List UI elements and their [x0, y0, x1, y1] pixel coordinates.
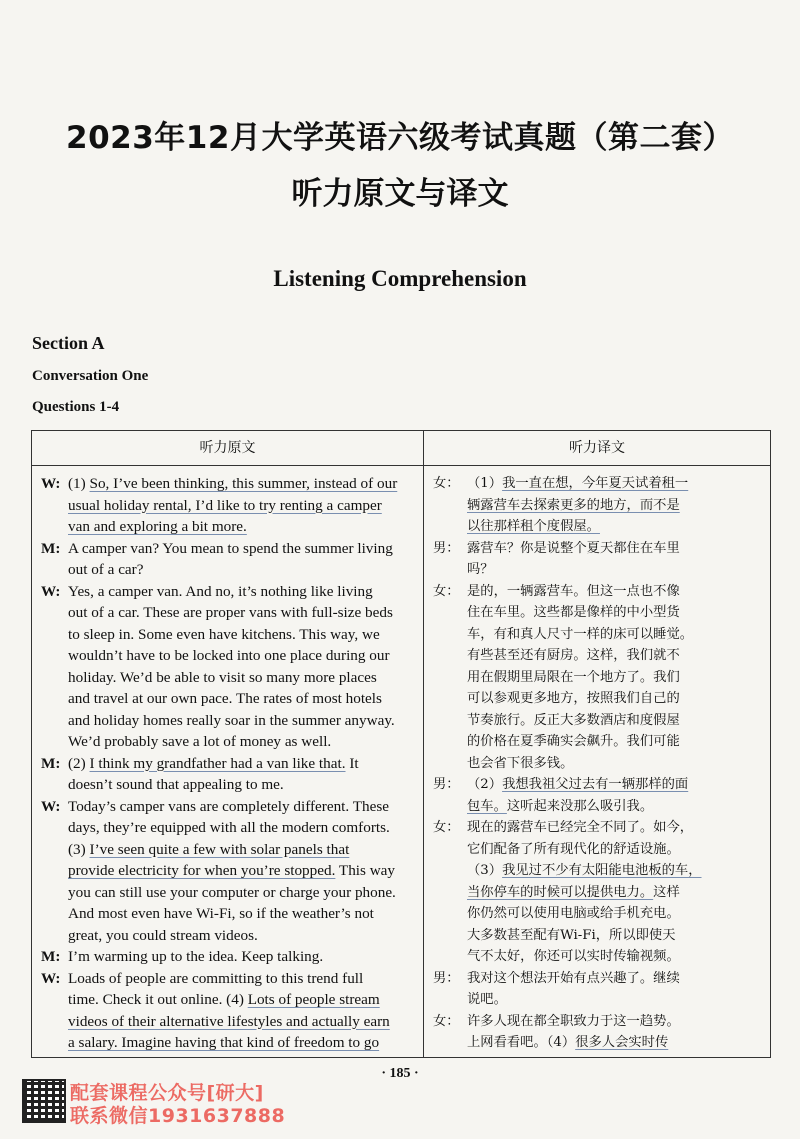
chinese-translation — [424, 473, 770, 1054]
chinese-line — [467, 946, 766, 968]
chinese-line — [467, 581, 766, 603]
english-line — [68, 839, 418, 861]
chinese-line — [467, 516, 766, 538]
english-line — [68, 710, 418, 732]
text-segment: （1） — [467, 476, 503, 491]
section-heading: Listening Comprehension — [273, 266, 527, 291]
english-line — [68, 538, 418, 560]
english-line — [68, 925, 418, 947]
text-segment: holiday. We’d be able to visit so many more places — [68, 668, 377, 686]
text-segment: out of a car? — [68, 561, 144, 578]
english-line — [68, 495, 418, 517]
page-subtitle: 听力原文与译文 — [291, 176, 509, 212]
english-line — [68, 473, 418, 495]
chinese-line — [467, 473, 766, 495]
text-segment: 我对这个想法开始有点兴趣了。继续 — [467, 970, 680, 986]
english-line — [68, 946, 418, 968]
text-segment: 大多数甚至配有Wi-Fi，所以即使天 — [467, 927, 676, 943]
header-original: 听力原文 — [199, 440, 256, 456]
english-turn — [32, 538, 424, 581]
chinese-line — [467, 559, 766, 581]
chinese-line — [467, 839, 766, 861]
answer-highlight: 包车。 — [467, 798, 507, 814]
text-segment: 吗？ — [467, 562, 494, 577]
english-line — [68, 602, 418, 624]
section-label: Section A — [32, 333, 105, 353]
english-line — [68, 796, 418, 818]
chinese-line — [467, 667, 766, 689]
text-segment: (2) — [68, 754, 90, 772]
english-line — [68, 624, 418, 646]
english-line — [68, 968, 418, 990]
answer-highlight: provide electricity for when you’re stopped. — [68, 862, 336, 879]
english-turn — [32, 753, 424, 796]
speaker-label: W: — [41, 797, 61, 815]
text-segment: out of a car. These are proper vans with full-size beds — [68, 604, 393, 621]
text-segment: I’m warming up to the idea. Keep talking. — [68, 948, 324, 965]
speaker-label: 男： — [433, 777, 460, 792]
chinese-line — [467, 1032, 766, 1054]
text-segment: 说吧。 — [467, 992, 507, 1007]
english-line — [68, 731, 418, 753]
speaker-label: 女： — [433, 1013, 460, 1029]
text-segment: And most even have Wi-Fi, so if the weather’s not — [68, 905, 374, 922]
page-title: 2023年12月大学英语六级考试真题（第二套） — [66, 120, 734, 156]
promo-line-2: 联系微信1931637888 — [70, 1105, 286, 1127]
speaker-label: M: — [41, 754, 61, 772]
english-line — [68, 1011, 418, 1033]
text-segment: This way — [335, 862, 396, 879]
english-line — [68, 559, 418, 581]
english-transcript — [32, 473, 424, 1054]
speaker-label: 女： — [433, 476, 460, 491]
speaker-label: 男： — [433, 540, 460, 556]
text-segment: you can still use your computer or charge your phone. — [68, 883, 396, 901]
chinese-line — [467, 817, 766, 839]
text-segment: 上网看看吧。（4） — [467, 1035, 576, 1050]
chinese-turn — [424, 968, 770, 1011]
chinese-line — [467, 495, 766, 517]
chinese-line — [467, 731, 766, 753]
text-segment: 它们配备了所有现代化的舒适设施。 — [467, 841, 680, 857]
speaker-label: W: — [41, 475, 61, 492]
english-line — [68, 774, 418, 796]
text-segment: 这样 — [653, 884, 680, 900]
questions-label: Questions 1-4 — [32, 399, 120, 415]
speaker-label: M: — [41, 539, 61, 557]
chinese-turn — [424, 538, 770, 581]
english-line — [68, 989, 418, 1011]
text-segment: (3) — [68, 840, 90, 858]
chinese-line — [467, 860, 766, 882]
chinese-line — [467, 774, 766, 796]
chinese-line — [467, 989, 766, 1011]
text-segment: 露营车？你是说整个夏天都住在车里 — [467, 540, 680, 556]
text-segment: A camper van? You mean to spend the summer living — [68, 539, 393, 557]
answer-highlight: 我见过不少有太阳能电池板的车， — [502, 863, 702, 878]
answer-highlight: So, I’ve been thinking, this summer, instead of our — [89, 475, 398, 492]
speaker-label: 女： — [433, 583, 460, 599]
text-segment: It — [345, 754, 359, 772]
chinese-line — [467, 796, 766, 818]
speaker-label: W: — [41, 969, 61, 987]
chinese-line — [467, 753, 766, 775]
answer-highlight: I’ve seen quite a few with solar panels that — [89, 840, 350, 858]
chinese-line — [467, 968, 766, 990]
text-segment: (1) — [68, 475, 90, 492]
answer-highlight: Lots of people stream — [247, 991, 380, 1008]
text-segment: days, they’re equipped with all the modern comforts. — [68, 819, 390, 836]
text-segment: 用在假期里局限在一个地方了。我们 — [467, 669, 680, 685]
english-turn — [32, 946, 424, 968]
english-line — [68, 516, 418, 538]
conversation-label: Conversation One — [32, 368, 149, 384]
english-line — [68, 860, 418, 882]
chinese-line — [467, 1011, 766, 1033]
qr-code-icon — [22, 1079, 66, 1123]
english-line — [68, 581, 418, 603]
text-segment: and holiday homes really soar in the summer anyway. — [68, 711, 395, 729]
text-segment: doesn’t sound that appealing to me. — [68, 776, 284, 793]
english-line — [68, 903, 418, 925]
table-header — [32, 431, 770, 466]
chinese-turn — [424, 774, 770, 817]
english-line — [68, 667, 418, 689]
chinese-turn — [424, 581, 770, 775]
text-segment: 你仍然可以使用电脑或给手机充电。 — [467, 906, 680, 921]
english-turn — [32, 473, 424, 538]
answer-highlight: 我一直在想，今年夏天试着租一 — [502, 476, 689, 491]
chinese-turn — [424, 473, 770, 538]
chinese-line — [467, 624, 766, 646]
speaker-label: W: — [41, 582, 61, 600]
chinese-turn — [424, 817, 770, 968]
text-segment: 也会省下很多钱。 — [467, 755, 574, 771]
text-segment: 可以参观更多地方，按照我们自己的 — [467, 691, 680, 706]
english-line — [68, 882, 418, 904]
text-segment: 的价格在夏季确实会飙升。我们可能 — [467, 734, 680, 749]
chinese-line — [467, 645, 766, 667]
text-segment: 有些甚至还有厨房。这样，我们就不 — [467, 648, 680, 663]
text-segment: Today’s camper vans are completely different. These — [68, 797, 389, 815]
answer-highlight: a salary. Imagine having that kind of freedom to go — [68, 1034, 380, 1051]
chinese-turn — [424, 1011, 770, 1054]
answer-highlight: 辆露营车去探索更多的地方，而不是 — [467, 497, 680, 513]
speaker-label: M: — [41, 948, 61, 965]
answer-highlight: 当你停车的时候可以提供电力。 — [467, 884, 654, 900]
answer-highlight: videos of their alternative lifestyles and actually earn — [68, 1012, 390, 1030]
text-segment: 车，有和真人尺寸一样的床可以睡觉。 — [467, 626, 694, 642]
text-segment: We’d probably save a lot of money as well. — [68, 733, 332, 750]
text-segment: 节奏旅行。反正大多数酒店和度假屋 — [467, 712, 680, 728]
text-segment: to sleep in. Some even have kitchens. This way, we — [68, 625, 380, 643]
text-segment: 许多人现在都全职致力于这一趋势。 — [467, 1013, 680, 1029]
speaker-label: 男： — [433, 970, 460, 986]
text-segment: 现在的露营车已经完全不同了。如今， — [467, 820, 694, 835]
chinese-line — [467, 925, 766, 947]
header-translation: 听力译文 — [569, 440, 625, 456]
english-turn — [32, 796, 424, 947]
text-segment: Yes, a camper van. And no, it’s nothing like living — [68, 582, 373, 600]
answer-highlight: 很多人会实时传 — [575, 1035, 669, 1050]
text-segment: （3） — [467, 863, 503, 878]
answer-highlight: usual holiday rental, I’d like to try renting a camper — [68, 496, 382, 514]
page-number: · 185 · — [381, 1066, 419, 1081]
english-turn — [32, 581, 424, 753]
text-segment: and travel at our own pace. The rates of most hotels — [68, 690, 382, 707]
answer-highlight: 以往那样租个度假屋。 — [467, 519, 600, 534]
text-segment: wouldn’t have to be locked into one place during our — [68, 647, 390, 664]
chinese-line — [467, 903, 766, 925]
text-segment: Loads of people are committing to this trend full — [68, 969, 364, 987]
chinese-line — [467, 882, 766, 904]
text-segment: （2） — [467, 777, 503, 792]
text-segment: 这听起来没那么吸引我。 — [506, 798, 654, 814]
answer-highlight: 我想我祖父过去有一辆那样的面 — [502, 777, 689, 792]
transcript-table — [31, 430, 771, 1058]
english-line — [68, 1032, 418, 1054]
text-segment: 是的，一辆露营车。但这一点也不像 — [467, 583, 680, 599]
answer-highlight: van and exploring a bit more. — [68, 518, 247, 535]
text-segment: 气不太好，你还可以实时传输视频。 — [467, 949, 680, 964]
promo-line-1: 配套课程公众号[研大] — [70, 1082, 264, 1104]
answer-highlight: I think my grandfather had a van like that. — [89, 754, 346, 772]
english-line — [68, 753, 418, 775]
chinese-line — [467, 688, 766, 710]
english-line — [68, 688, 418, 710]
english-line — [68, 645, 418, 667]
chinese-line — [467, 602, 766, 624]
chinese-line — [467, 710, 766, 732]
text-segment: great, you could stream videos. — [68, 926, 258, 944]
text-segment: time. Check it out online. (4) — [68, 991, 248, 1008]
chinese-line — [467, 538, 766, 560]
text-segment: 住在车里。这些都是像样的中小型货 — [467, 605, 680, 620]
english-turn — [32, 968, 424, 1054]
english-line — [68, 817, 418, 839]
speaker-label: 女： — [433, 820, 460, 835]
